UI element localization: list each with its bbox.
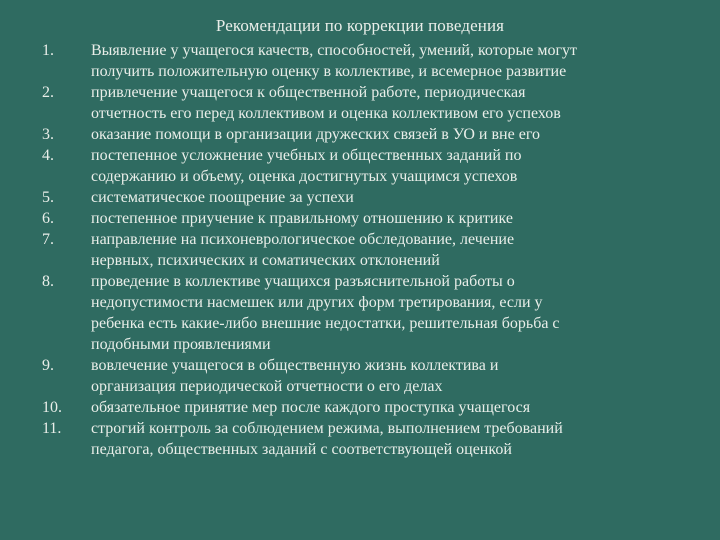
slide-title: Рекомендации по коррекции поведения [215, 16, 505, 35]
item-line: содержанию и объему, оценка достигнутых учащимся успехов [91, 168, 518, 185]
item-line: обязательное принятие мер после каждого проступка учащегося [91, 399, 531, 416]
item-line: подобными проявлениями [91, 336, 271, 353]
item-line: ребенка есть какие-либо внешние недостатки, решительная борьба с [91, 315, 560, 332]
list-item [0, 271, 720, 355]
list-item [0, 229, 720, 271]
item-number: 2. [42, 84, 54, 101]
item-text [91, 397, 691, 418]
item-line: постепенное усложнение учебных и общественных заданий по [91, 147, 522, 164]
list-item [0, 124, 720, 145]
item-line: недопустимости насмешек или других форм третирования, если у [91, 294, 543, 311]
item-number: 6. [42, 210, 54, 227]
item-line: привлечение учащегося к общественной работе, периодическая [91, 84, 526, 101]
item-number: 11. [42, 420, 62, 437]
item-line: вовлечение учащегося в общественную жизнь коллектива и [91, 357, 499, 374]
item-line: оказание помощи в организации дружеских связей в УО и вне его [91, 126, 540, 143]
item-text [91, 145, 691, 187]
list-item [0, 145, 720, 187]
list-item [0, 418, 720, 460]
list-item [0, 40, 720, 82]
item-text [91, 187, 691, 208]
item-line: получить положительную оценку в коллективе, и всемерное развитие [91, 63, 567, 80]
list-item [0, 187, 720, 208]
list-item [0, 82, 720, 124]
item-line: направление на психоневрологическое обследование, лечение [91, 231, 515, 248]
item-line: нервных, психических и соматических отклонений [91, 252, 440, 269]
item-line: Выявление у учащегося качеств, способностей, умений, которые могут [91, 42, 578, 59]
item-number: 1. [42, 42, 54, 59]
item-line: строгий контроль за соблюдением режима, выполнением требований [91, 420, 563, 437]
item-number: 9. [42, 357, 54, 374]
item-text [91, 355, 691, 397]
item-number: 3. [42, 126, 54, 143]
item-text [91, 40, 691, 82]
item-line: организация периодической отчетности о его делах [91, 378, 443, 395]
list-item [0, 208, 720, 229]
item-text [91, 229, 691, 271]
item-number: 5. [42, 189, 54, 206]
item-line: педагога, общественных заданий с соответствующей оценкой [91, 441, 512, 458]
item-number: 8. [42, 273, 54, 290]
item-number: 7. [42, 231, 54, 248]
item-text [91, 208, 691, 229]
list-item [0, 355, 720, 397]
item-text [91, 82, 691, 124]
item-line: отчетность его перед коллективом и оценка коллективом его успехов [91, 105, 561, 122]
item-text [91, 418, 691, 460]
list-item [0, 397, 720, 418]
item-line: постепенное приучение к правильному отношению к критике [91, 210, 513, 227]
item-line: проведение в коллективе учащихся разъяснительной работы о [91, 273, 515, 290]
recommendations-list [0, 40, 720, 460]
item-text [91, 124, 691, 145]
item-text [91, 271, 691, 355]
item-number: 4. [42, 147, 54, 164]
item-number: 10. [42, 399, 62, 416]
item-line: систематическое поощрение за успехи [91, 189, 354, 206]
